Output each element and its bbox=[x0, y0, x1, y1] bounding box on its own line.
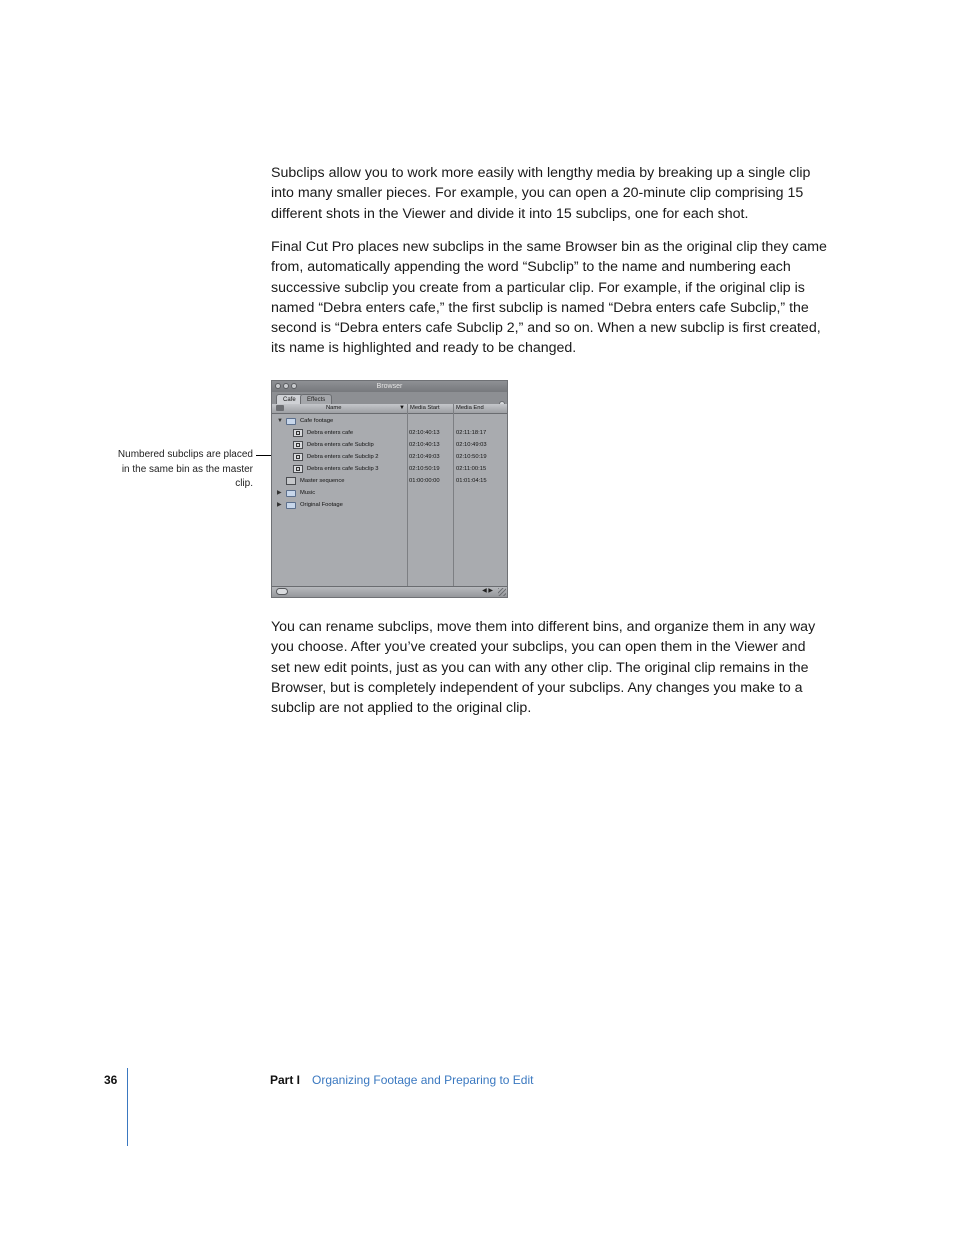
browser-row[interactable] bbox=[272, 499, 507, 511]
page-number: 36 bbox=[104, 1073, 118, 1087]
subclip-icon bbox=[293, 465, 303, 473]
browser-row[interactable] bbox=[272, 463, 507, 475]
item-name: Cafe footage bbox=[300, 418, 334, 424]
browser-row[interactable] bbox=[272, 427, 507, 439]
footer-part-label: Part I bbox=[270, 1073, 301, 1087]
column-header-media-start[interactable]: Media Start bbox=[410, 405, 440, 411]
footer-chapter-title: Organizing Footage and Preparing to Edit bbox=[312, 1073, 534, 1087]
footer-rule bbox=[127, 1068, 128, 1146]
body-paragraph-1: Subclips allow you to work more easily with lengthy media by breaking up a single clip into many smaller pieces. For example, you can open a 20-minute clip comprising 15 different shots in the Viewer and divide it into 15 subclips, one for each shot. bbox=[271, 165, 811, 222]
browser-row[interactable] bbox=[272, 487, 507, 499]
item-name: Debra enters cafe Subclip 3 bbox=[307, 466, 379, 472]
media-start-value: 02:10:40:13 bbox=[409, 430, 440, 436]
column-header-row bbox=[272, 404, 507, 414]
folder-icon bbox=[286, 502, 296, 509]
column-header-media-end[interactable]: Media End bbox=[456, 405, 484, 411]
media-start-value: 02:10:50:19 bbox=[409, 466, 440, 472]
media-start-value: 01:00:00:00 bbox=[409, 478, 440, 484]
sort-arrow-icon[interactable]: ▼ bbox=[399, 405, 405, 411]
media-start-value: 02:10:40:13 bbox=[409, 442, 440, 448]
media-start-value: 02:10:49:03 bbox=[409, 454, 440, 460]
media-end-value: 02:11:00:15 bbox=[456, 466, 487, 472]
column-options-icon[interactable] bbox=[276, 405, 284, 411]
media-end-value: 02:11:18:17 bbox=[456, 430, 487, 436]
disclosure-open-icon[interactable]: ▼ bbox=[277, 418, 283, 424]
media-end-value: 02:10:50:19 bbox=[456, 454, 487, 460]
folder-icon bbox=[286, 418, 296, 425]
item-name: Music bbox=[300, 490, 316, 496]
browser-row[interactable] bbox=[272, 475, 507, 487]
item-name: Debra enters cafe bbox=[307, 430, 354, 436]
browser-window bbox=[271, 380, 508, 598]
resize-grip-icon[interactable] bbox=[498, 588, 506, 596]
body-paragraph-2: Final Cut Pro places new subclips in the same Browser bin as the original clip they came from, automatically appending the word “Subclip” to the name and numbering each successive subclip you create from a particular clip. For example, if the original clip is named “Debra enters cafe,” the first subclip is named “Debra enters cafe Subclip,” the second is “Debra enters cafe Subclip 2,” and so on. When a new subclip is first created, its name is highlighted and ready to be changed. bbox=[271, 239, 827, 357]
window-title: Browser bbox=[376, 383, 403, 390]
sequence-icon bbox=[286, 477, 296, 485]
disclosure-closed-icon[interactable]: ▶ bbox=[277, 490, 282, 496]
view-toggle-button[interactable] bbox=[276, 588, 288, 595]
item-name: Debra enters cafe Subclip 2 bbox=[307, 454, 379, 460]
clip-icon bbox=[293, 429, 303, 437]
browser-titlebar[interactable] bbox=[272, 381, 507, 392]
body-paragraph-3: You can rename subclips, move them into different bins, and organize them in any way you choose. After you’ve created your subclips, you can open them in the Viewer and set new edit points, just as you can with any other clip. The original clip remains in the Browser, but is completely independent of your subclips. Any changes you make to a subclip are not applied to the original clip. bbox=[271, 619, 816, 717]
item-name: Debra enters cafe Subclip bbox=[307, 442, 374, 448]
item-name: Original Footage bbox=[300, 502, 343, 508]
disclosure-closed-icon[interactable]: ▶ bbox=[277, 502, 282, 508]
media-end-value: 02:10:49:03 bbox=[456, 442, 487, 448]
tab-effects[interactable]: Effects bbox=[300, 394, 332, 405]
tab-cafe[interactable]: Cafe bbox=[276, 394, 303, 405]
browser-bottom-bar bbox=[272, 586, 507, 597]
scroll-arrows-icon[interactable]: ◀ ▶ bbox=[482, 588, 493, 594]
browser-row[interactable] bbox=[272, 451, 507, 463]
column-header-name[interactable]: Name bbox=[326, 405, 342, 411]
browser-row[interactable] bbox=[272, 439, 507, 451]
browser-row[interactable] bbox=[272, 415, 507, 427]
subclip-icon bbox=[293, 453, 303, 461]
media-end-value: 01:01:04:15 bbox=[456, 478, 487, 484]
folder-icon bbox=[286, 490, 296, 497]
subclip-icon bbox=[293, 441, 303, 449]
item-name: Master sequence bbox=[300, 478, 345, 484]
figure-callout: Numbered subclips are placed in the same bin as the master clip. bbox=[117, 449, 253, 489]
